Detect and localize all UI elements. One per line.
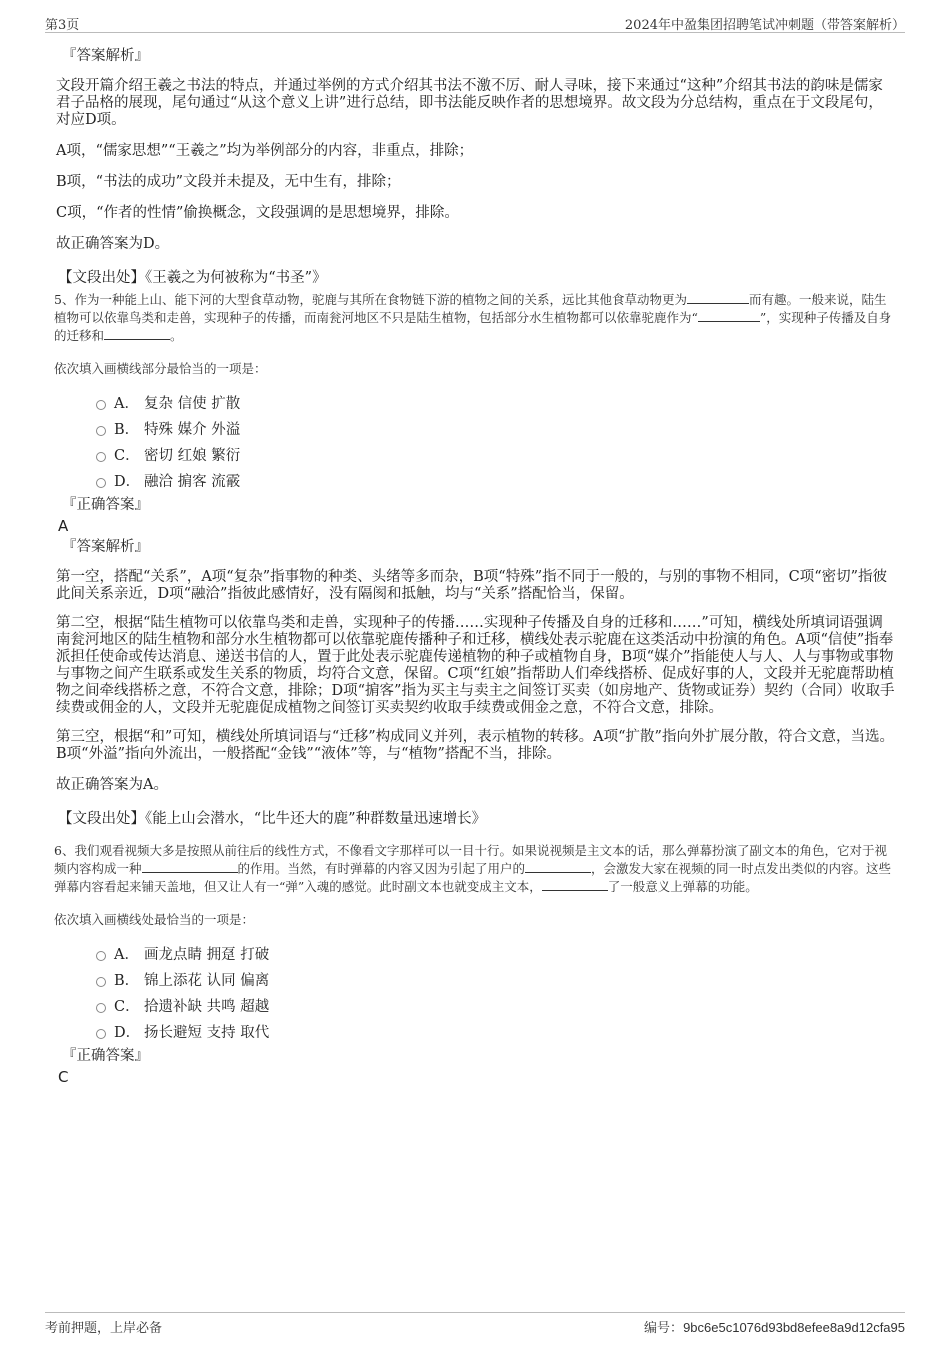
page-number: 第3页 <box>45 18 80 33</box>
q4-analysis-p4: C项，“作者的性情”偷换概念，文段强调的是思想境界，排除。 <box>56 205 459 221</box>
radio-icon[interactable] <box>96 1003 106 1013</box>
q4-analysis-p2: A项，“儒家思想”“王羲之”均为举例部分的内容，非重点，排除； <box>56 143 474 159</box>
q4-analysis-p3: B项，“书法的成功”文段并未提及，无中生有，排除； <box>56 174 401 190</box>
q5-option-a[interactable]: A． 复杂 信使 扩散 <box>96 391 896 417</box>
correct-answer-label: 『正确答案』 <box>62 1048 149 1064</box>
page-header <box>45 12 905 33</box>
blank-line <box>142 860 238 873</box>
q5-analysis-p4: 故正确答案为A。 <box>56 777 168 793</box>
blank-line <box>542 878 608 891</box>
footer-slogan: 考前押题，上岸必备 <box>45 1321 163 1336</box>
radio-icon[interactable] <box>96 951 106 961</box>
q6-option-c[interactable]: C． 拾遗补缺 共鸣 超越 <box>96 994 896 1020</box>
blank-line <box>698 309 760 322</box>
q5-option-d[interactable]: D． 融洽 掮客 流霰 <box>96 469 896 495</box>
q4-source: 【文段出处】《王羲之为何被称为“书圣”》 <box>58 270 327 286</box>
q6-prompt: 依次填入画横线处最恰当的一项是： <box>54 912 255 927</box>
analysis-label: 『答案解析』 <box>62 539 149 555</box>
document-title: 2024年中盈集团招聘笔试冲刺题（带答案解析） <box>624 18 905 33</box>
radio-icon[interactable] <box>96 426 106 436</box>
q5-option-b[interactable]: B． 特殊 媒介 外溢 <box>96 417 896 443</box>
q6-option-d[interactable]: D． 扬长避短 支持 取代 <box>96 1020 896 1046</box>
q5-answer: A <box>58 517 69 535</box>
q4-analysis-p5: 故正确答案为D。 <box>56 236 170 252</box>
q5-prompt: 依次填入画横线部分最恰当的一项是： <box>54 361 267 376</box>
q6-stem: 6、我们观看视频大多是按照从前往后的线性方式，不像看文字那样可以一目十行。如果说视频是主文本的话，那么弹幕扮演了副文本的角色，它对于视频内容构成一种 的作用。当然，有时弹幕的内容又因为引起了用户的 ，会激发大家在视频的同一时点发出类似的内容。这些弹幕内容看起来铺天盖地，但又让人有一“弹”入魂的感觉。此时副文本也就变成主文本， 了一般意义上弹幕的功能。 <box>54 843 892 894</box>
q5-analysis-p3: 第三空，根据“和”可知，横线处所填词语与“迁移”构成同义并列，表示植物的转移。A项“扩散”指向外扩展分散，符合文意，当选。B项“外溢”指向外流出，一般搭配“金钱”“液体”等，与“植物”搭配不当，排除。 <box>56 729 894 762</box>
correct-answer-label: 『正确答案』 <box>62 497 149 513</box>
q5-stem: 5、作为一种能上山、能下河的大型食草动物，驼鹿与其所在食物链下游的植物之间的关系，远比其他食草动物更为 而有趣。一般来说，陆生植物可以依靠鸟类和走兽，实现种子的传播，而南瓮河地区不只是陆生植物，包括部分水生植物都可以依靠驼鹿作为“ ”，实现种子传播及自身的迁移和 。 <box>54 292 892 343</box>
q5-option-c[interactable]: C． 密切 红娘 繁衍 <box>96 443 896 469</box>
q5-options <box>96 391 896 495</box>
analysis-label: 『答案解析』 <box>62 48 149 64</box>
blank-line <box>104 327 170 340</box>
radio-icon[interactable] <box>96 977 106 987</box>
radio-icon[interactable] <box>96 452 106 462</box>
document-code: 编号：9bc6e5c1076d93bd8efee8a9d12cfa95 <box>644 1320 905 1336</box>
q4-analysis-p1: 文段开篇介绍王羲之书法的特点，并通过举例的方式介绍其书法不激不厉、耐人寻味，接下来通过“这种”介绍其书法的韵味是儒家君子品格的展现，尾句通过“从这个意义上讲”进行总结，即书法能反映作者的思想境界。故文段为分总结构，重点在于文段尾句，对应D项。 <box>56 78 883 128</box>
radio-icon[interactable] <box>96 400 106 410</box>
document-body <box>56 46 896 1088</box>
q6-answer: C <box>58 1068 69 1086</box>
q6-option-a[interactable]: A． 画龙点睛 拥趸 打破 <box>96 942 896 968</box>
q6-option-b[interactable]: B． 锦上添花 认同 偏离 <box>96 968 896 994</box>
radio-icon[interactable] <box>96 478 106 488</box>
q5-analysis-p2: 第二空，根据“陆生植物可以依靠鸟类和走兽，实现种子的传播……实现种子传播及自身的迁移和……”可知，横线处所填词语强调南瓮河地区的陆生植物和部分水生植物都可以依靠驼鹿传播种子和迁移，横线处表示驼鹿在这类活动中扮演的角色。A项“信使”指奉派担任使命或传达消息、递送书信的人，置于此处表示驼鹿传递植物的种子或植物自身，B项“媒介”指能使人与人、人与事物或事物与事物之间产生联系或发生关系的物质，均符合文意，保留。C项“红娘”指帮助人们牵线搭桥、促成好事的人，文段并无驼鹿帮助植物之间牵线搭桥之意，不符合文意，排除；D项“掮客”指为买主与卖主之间签订买卖（如房地产、货物或证券）契约（合同）收取手续费或佣金的人，文段并无驼鹿促成植物之间签订买卖契约收取手续费或佣金之意，不符合文意，排除。 <box>56 615 895 716</box>
radio-icon[interactable] <box>96 1029 106 1039</box>
blank-line <box>525 860 591 873</box>
blank-line <box>687 291 749 304</box>
q5-source: 【文段出处】《能上山会潜水，“比牛还大的鹿”种群数量迅速增长》 <box>58 811 487 827</box>
q5-analysis-p1: 第一空，搭配“关系”，A项“复杂”指事物的种类、头绪等多而杂，B项“特殊”指不同于一般的，与别的事物不相同，C项“密切”指彼此间关系亲近，D项“融洽”指彼此感情好，没有隔阂和抵触，均与“关系”搭配恰当，保留。 <box>56 569 888 602</box>
page-footer <box>45 1312 905 1335</box>
q6-options <box>96 942 896 1046</box>
